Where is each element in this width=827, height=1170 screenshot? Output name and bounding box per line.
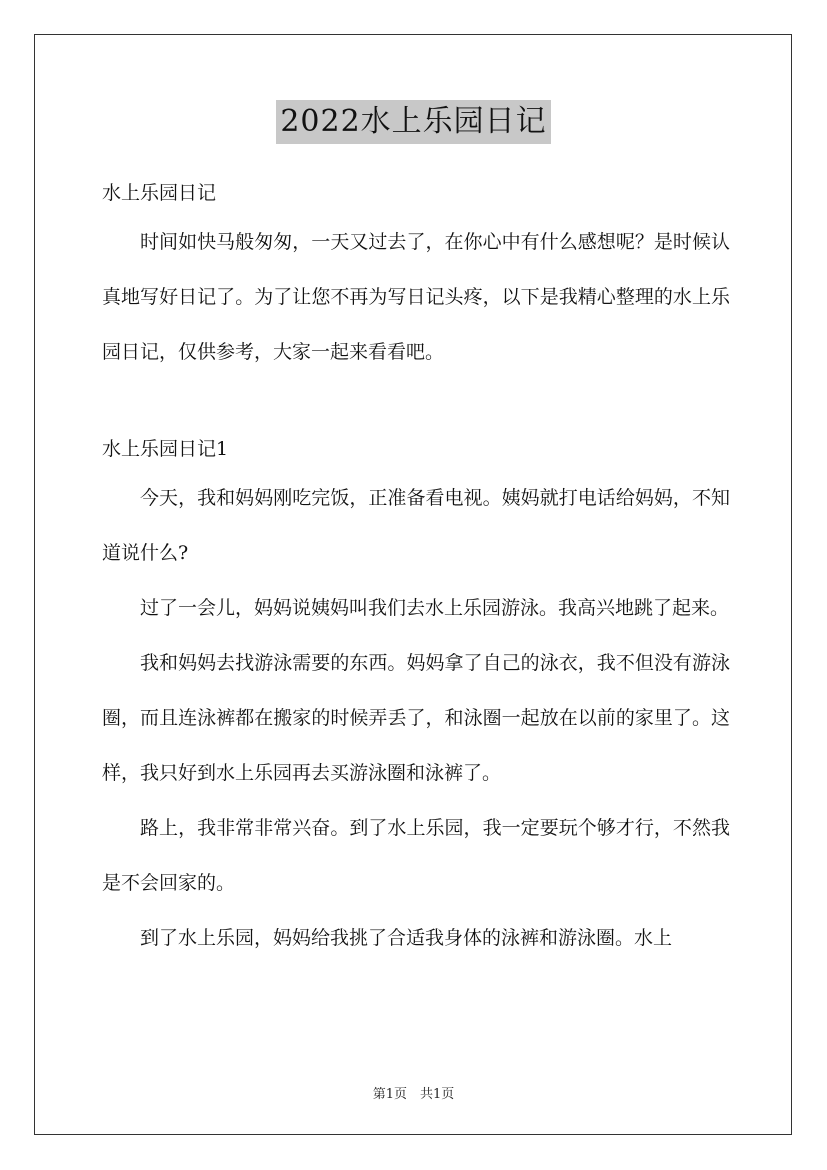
body-paragraph: 今天，我和妈妈刚吃完饭，正准备看电视。姨妈就打电话给妈妈，不知道说什么? [102, 487, 730, 564]
section-heading: 水上乐园日记1 [102, 438, 229, 460]
body-paragraph: 到了水上乐园，妈妈给我挑了合适我身体的泳裤和游泳圈。水上 [140, 927, 673, 949]
intro-heading: 水上乐园日记 [102, 182, 217, 204]
page-footer [0, 1083, 827, 1102]
body-paragraph: 过了一会儿，妈妈说姨妈叫我们去水上乐园游泳。我高兴地跳了起来。 [140, 597, 730, 619]
document-title: 2022水上乐园日记 [276, 100, 550, 144]
body-paragraph: 路上，我非常非常兴奋。到了水上乐园，我一定要玩个够才行，不然我是不会回家的。 [102, 817, 730, 894]
section-spacer [102, 380, 730, 430]
body-paragraph: 我和妈妈去找游泳需要的东西。妈妈拿了自己的泳衣，我不但没有游泳圈，而且连泳裤都在搬家的时候弄丢了，和泳圈一起放在以前的家里了。这样，我只好到水上乐园再去买游泳圈和泳裤了。 [102, 652, 730, 784]
document-body [102, 174, 730, 966]
intro-paragraph: 时间如快马般匆匆，一天又过去了，在你心中有什么感想呢？是时候认真地写好日记了。为了让您不再为写日记头疼，以下是我精心整理的水上乐园日记，仅供参考，大家一起来看看吧。 [102, 231, 730, 363]
page-number-label: 第1页 共1页 [372, 1087, 455, 1102]
document-title-wrap [0, 100, 827, 144]
